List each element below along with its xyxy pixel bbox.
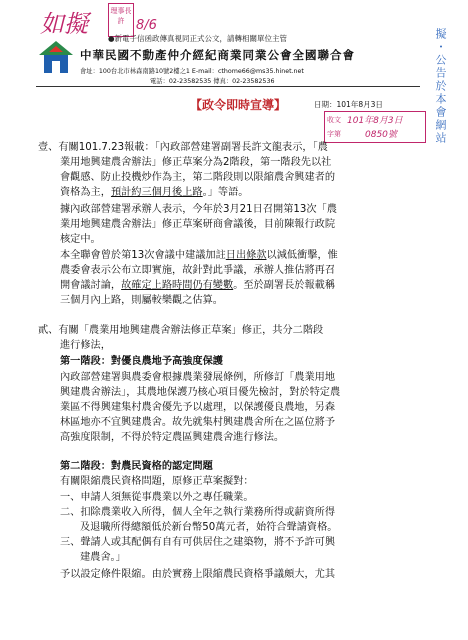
body-line-20: 予以設定條件限縮。由於實務上限縮農民資格爭議頗大，尤其 [60,569,336,580]
receipt-stamp [324,111,426,143]
body-line-4-start: 資格為主， [60,187,111,198]
body-line-10 [60,278,335,293]
body-line-7: 核定中。 [60,234,101,245]
receipt-stamp-number: 0850號 [365,130,397,140]
underlined-three-months: 預計約三個月後上路 [110,187,203,198]
body-line-6: 業用地興建農舍辦法」修正草案研商會議後，目前陳報行政院 [60,219,336,230]
body-line-8-start: 本全聯會曾於第13次會議中建議加註 [60,250,226,261]
organization-name: 中華民國不動產仲介經紀商業同業公會全國聯合會 [80,48,355,62]
criteria-item-3: 三、聲請人或其配偶有自有可供居住之建築物，將不予許可興 [60,537,336,548]
body-line-2: 業用地興建農舍辦法」修正草案分為2階段，第一階段先以社 [60,157,332,168]
handwritten-date-note: 8/6 [136,18,157,33]
phase-two-heading: 第二階段：對農民資格的認定問題 [60,461,213,472]
body-line-18: 高強度限制，不得於特定農區興建農舍進行修法。 [60,432,285,443]
underlined-timing-uncertain: 故確定上路時間仍有變數 [121,280,234,291]
document-title: 【政令即時宣導】 [190,98,287,112]
body-line-14: 內政部營建署與農委會根據農業發展條例，所修訂「農業用地 [60,372,336,383]
organization-address: 會址：100台北市林森南路10號2樓之1 E-mail：cthome66@ms35.hinet.net [80,68,304,75]
criteria-item-2: 二、扣除農業收入所得，個人全年之執行業務所得或薪資所得 [60,507,336,518]
body-line-1: 壹、有關101.7.23報載：「內政部營建署副署長許文龍表示，「農 [38,142,328,153]
phase-one-heading: 第一階段：對優良農地予高強度保護 [60,356,223,367]
chairman-stamp [108,3,134,37]
side-handwritten-note: 擬・公告於本會網站 [434,28,447,145]
body-line-15: 興建農舍辦法」，其農地保護乃核心項目優先檢討，對於特定農 [60,387,341,398]
body-line-5: 據內政部營建署承辦人表示，今年於3月21日召開第13次「農 [60,204,337,215]
body-line-10-end: 。至於副署長於報載稱 [233,280,336,291]
organization-phone: 電話：02-23582535 傳真：02-23582536 [150,78,275,85]
body-line-10-start: 開會議討論， [60,280,122,291]
criteria-item-2-cont: 及退職所得總額低於新台幣50萬元者，始符合聲請資格。 [80,522,338,533]
body-line-19: 有關限縮農民資格問題，原修正草案擬對： [60,476,254,487]
receipt-stamp-date: 101年8月3日 [347,116,403,126]
chairman-stamp-line-1: 理事長 [110,7,132,15]
criteria-item-1: 一、申請人須無從事農業以外之專任職業。 [60,492,254,503]
body-line-4 [60,185,248,200]
association-logo [36,38,76,78]
header-notice: ●新電子信函政傳真視同正式公文，請轉相關單位主管 [108,34,288,43]
header-rule [36,86,420,87]
receipt-stamp-word: 字第 [327,130,341,138]
body-line-11: 三個月內上路，則屬較樂觀之估算。 [60,295,223,306]
criteria-item-3-cont: 建農舍。」 [80,552,126,563]
body-line-17: 林區地亦不宜興建農舍。故先就集村興建農舍所在之區位將予 [60,417,336,428]
handwritten-signature: 如擬 [40,10,88,38]
body-line-8 [60,248,338,263]
body-line-9: 農委會表示公布立即實施，故針對此爭議，承辦人推估將再召 [60,265,336,276]
body-line-13: 進行修法， [60,340,111,351]
body-line-12: 貳、有關「農業用地興建農舍辦法修正草案」修正，共分二階段 [38,325,324,336]
body-line-3: 會觀感、防止投機炒作為主，第二階段則以限縮農舍興建者的 [60,172,336,183]
body-line-16: 業區不得興建集村農舍優先予以處理，以保護優良農地，另森 [60,402,336,413]
chairman-stamp-line-2: 許 [117,17,125,25]
body-line-8-end: 以減低衝擊，惟 [266,250,338,261]
underlined-sunrise-clause: 日出條款 [225,250,267,261]
document-date: 日期：101年8月3日 [314,100,383,109]
receipt-stamp-label: 收文 [327,116,341,124]
body-line-4-end: 。」等語。 [202,187,249,198]
